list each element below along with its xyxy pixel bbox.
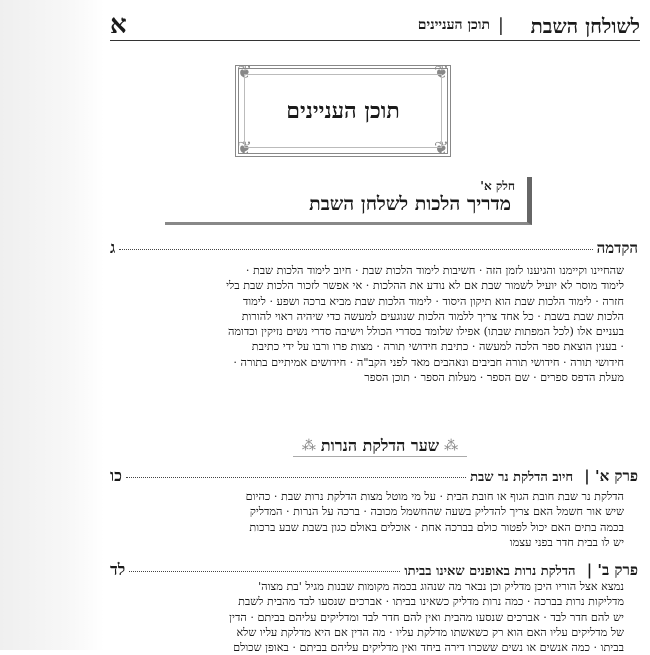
summary-line: חידושי תורה · חידושי תורה חביבים ונאהבים מאד לפני הקב"ה · חידושים אמיתיים בתורה · (233, 355, 624, 369)
summary-line: שיש אור חשמל האם צריך להדליק בשעה שהחשמל מכובה · ברכה על הנרות · המדליק (249, 505, 624, 519)
gate-header (285, 436, 475, 456)
summary-line: מדליקות נרות בברכה · כמה נרות מדליק כשאינו בביתו · אברכים שנסעו לבד מהבית לשבת (238, 595, 624, 609)
dot-leader (129, 571, 400, 572)
chapter-2-summary (130, 579, 624, 655)
summary-line: של מדליקים עליו האם הוא רק כשאשתו מדלקת עליו · מה הדין אם היא מדלקת עליו שלא (236, 625, 624, 639)
entry-page: כו (110, 466, 122, 485)
chapter-1-summary (130, 489, 624, 550)
summary-line: בכמה בתים האם יכול לפטור כולם בברכה אחת · אוכלים באולם כגון בשבת שבע ברכות (249, 520, 624, 534)
entry-title: חיוב הדלקת נר שבת (470, 470, 574, 485)
part-label: חלק א' (480, 179, 515, 193)
summary-line: יש להם חדר לבד · אברכים שנסעו מהבית ואין להם חדר לבד ומדליקים עליהם בביתם · הדין (229, 610, 624, 624)
gate-underline (293, 456, 467, 457)
dot-leader (126, 477, 466, 478)
entry-label: הקדמה (596, 239, 638, 257)
entry-page: לד (110, 560, 126, 579)
part-header (165, 177, 532, 225)
entry-title: הדלקת נרות באופנים שאינו בביתו (404, 564, 576, 579)
corner-ornament-icon: ❦ (237, 138, 253, 159)
header-section-name: תוכן העניינים (417, 17, 490, 33)
toc-entry-intro[interactable] (110, 238, 638, 260)
entry-page: ג (110, 238, 116, 257)
gate-title: שער הדלקת הנרות (320, 436, 440, 455)
entry-label: פרק ב' (597, 561, 638, 579)
ornament-icon: ⁂ (444, 438, 459, 454)
dot-leader (119, 249, 592, 250)
page-number-letter: א (110, 10, 127, 40)
summary-line: נמצא אצל הוריו היכן מדליק וכן נבאר מה שנהוג בכמה מקומות שבנות מגיל 'בת מצוה' (258, 580, 624, 593)
corner-ornament-icon: ❦ (237, 62, 253, 83)
summary-line: הלכות שבת בשבת · כל אחד צריך ללמוד הלכות שנוגעים למעשה כדי שיהיה ראוי להורות (241, 309, 624, 323)
toc-entry-chapter-1[interactable] (110, 466, 638, 488)
ornament-icon: ⁂ (301, 438, 316, 454)
summary-line: בביתו · כמה אנשים או נשים ששכרו דירה ביחד ואין מדליקים עליהם בביתם · באופן שכולם (233, 641, 624, 655)
summary-line: מעלת הדפס ספרים · שם הספר · מעלות הספר · תוכן הספר (364, 371, 624, 385)
part-title: מדריך הלכות לשלחן השבת (309, 193, 511, 215)
toc-title: תוכן העניינים (286, 98, 400, 124)
entry-separator: | (581, 561, 598, 579)
intro-summary (130, 263, 624, 385)
summary-line: לימוד מוסר לא יועיל לשמור שבת אם לא נודע את ההלכות · אי אפשר לזכור הלכות שבת בלי (226, 279, 624, 293)
book-title: לשולחן השבת (530, 14, 640, 38)
summary-line: בעניים אלו (לכל המפתות שבתו) אפילו שלומד בסדרי הכולל וישיבה סדרי נשים נזיקין וכדומה (227, 325, 624, 339)
corner-ornament-icon: ❦ (433, 138, 449, 159)
summary-line: הדלקת נר שבת חובת הגוף או חובת הבית · על מי מוטל מצות הדלקת נרות שבת · כהיום (245, 490, 624, 503)
toc-title-frame (235, 62, 451, 159)
summary-line: שהחיינו וקיימנו והגיענו לזמן הזה · חשיבות לימוד הלכות שבת · חיוב לימוד הלכות שבת · (245, 264, 624, 277)
summary-line: חזרה · לימוד הלכות שבת הוא תיקון היסוד · לימוד הלכות שבת מביא ברכה ושפע · לימוד (242, 294, 624, 308)
entry-separator: | (579, 467, 595, 485)
book-page (110, 0, 650, 655)
page-gutter-shadow (0, 0, 104, 650)
header-rule (110, 40, 640, 41)
entry-label: פרק א' (594, 467, 638, 485)
header-separator: | (497, 15, 504, 36)
corner-ornament-icon: ❦ (433, 62, 449, 83)
summary-line: · בענין הוצאת ספר הלכה למעשה · כתיבת חידושי תורה · מצות פרו ורבו על ידי כתיבת (251, 340, 624, 354)
running-header (110, 10, 640, 40)
summary-line: יש לו בבית חדר בפני עצמו (509, 535, 624, 549)
